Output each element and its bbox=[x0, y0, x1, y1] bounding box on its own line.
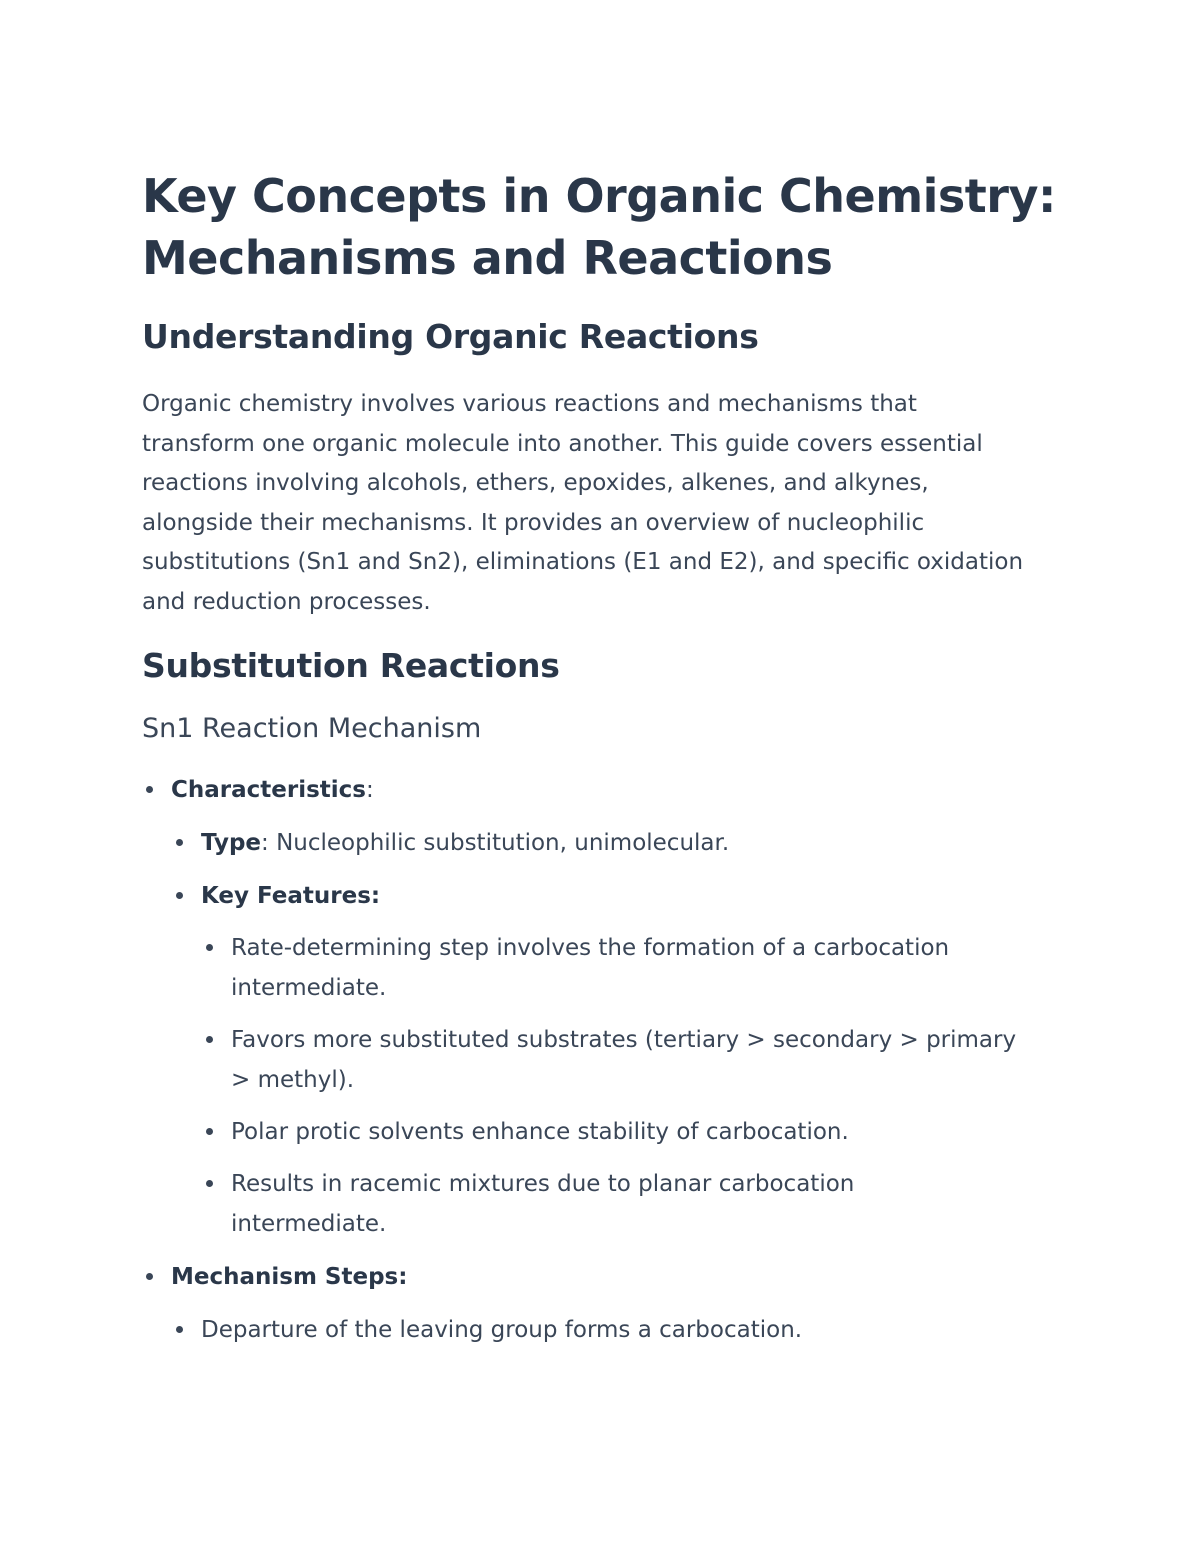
feature-line: > methyl). bbox=[231, 1067, 355, 1093]
key-features-list bbox=[201, 928, 1072, 1244]
feature-line: intermediate. bbox=[231, 975, 387, 1001]
feature-line: Favors more substituted substrates (tertiary > secondary > primary bbox=[231, 1027, 1017, 1053]
bullet-dot bbox=[206, 1128, 213, 1135]
intro-paragraph bbox=[142, 385, 1067, 622]
document-page bbox=[142, 165, 1072, 1363]
step-text: Departure of the leaving group forms a carbocation. bbox=[201, 1317, 803, 1343]
paragraph-line: Organic chemistry involves various reactions and mechanisms that bbox=[142, 391, 917, 417]
list-item-feature bbox=[231, 1112, 1072, 1152]
section-heading-substitution: Substitution Reactions bbox=[142, 646, 560, 685]
list-item-feature bbox=[231, 1020, 1072, 1100]
bullet-dot bbox=[206, 1036, 213, 1043]
bullet-dot bbox=[146, 786, 153, 793]
list-item-type bbox=[201, 823, 1072, 863]
bullet-dot bbox=[176, 1326, 183, 1333]
list-item-feature bbox=[231, 928, 1072, 1008]
type-text: : Nucleophilic substitution, unimolecular. bbox=[261, 830, 730, 856]
mechanism-steps-label: Mechanism Steps bbox=[171, 1264, 399, 1290]
feature-line: Results in racemic mixtures due to planar carbocation bbox=[231, 1171, 855, 1197]
title-line: Mechanisms and Reactions bbox=[142, 231, 833, 285]
list-item-mechanism-steps bbox=[171, 1257, 1072, 1350]
section-heading-understanding: Understanding Organic Reactions bbox=[142, 317, 759, 356]
bullet-dot bbox=[176, 839, 183, 846]
paragraph-line: reactions involving alcohols, ethers, epoxides, alkenes, and alkynes, bbox=[142, 470, 929, 496]
paragraph-line: alongside their mechanisms. It provides an overview of nucleophilic bbox=[142, 509, 925, 536]
type-label: Type bbox=[201, 830, 262, 856]
characteristics-label: Characteristics bbox=[171, 777, 366, 803]
document-title bbox=[142, 165, 1072, 289]
subheading-sn1: Sn1 Reaction Mechanism bbox=[142, 713, 482, 744]
key-features-label: Key Features bbox=[201, 883, 371, 909]
bullet-dot bbox=[206, 1180, 213, 1187]
feature-line: Polar protic solvents enhance stability of carbocation. bbox=[231, 1119, 849, 1145]
bullet-dot bbox=[146, 1273, 153, 1280]
characteristics-sublist bbox=[171, 823, 1072, 1244]
paragraph-line: substitutions (Sn1 and Sn2), eliminations (E1 and E2), and specific oxidation bbox=[142, 549, 1024, 575]
list-item-feature bbox=[231, 1164, 1072, 1244]
colon: : bbox=[398, 1264, 408, 1290]
paragraph-line: transform one organic molecule into another. This guide covers essential bbox=[142, 430, 983, 457]
title-line: Key Concepts in Organic Chemistry: bbox=[142, 169, 1056, 223]
colon: : bbox=[365, 777, 374, 803]
characteristics-list bbox=[142, 770, 1072, 1350]
mechanism-steps-list bbox=[171, 1310, 1072, 1350]
bullet-dot bbox=[176, 892, 183, 899]
feature-line: Rate-determining step involves the formation of a carbocation bbox=[231, 935, 950, 961]
feature-line: intermediate. bbox=[231, 1211, 387, 1237]
bullet-dot bbox=[206, 944, 213, 951]
colon: : bbox=[370, 883, 381, 909]
list-item-key-features bbox=[201, 876, 1072, 1244]
list-item-step bbox=[201, 1310, 1072, 1350]
list-item-characteristics bbox=[171, 770, 1072, 1244]
paragraph-line: and reduction processes. bbox=[142, 588, 431, 615]
